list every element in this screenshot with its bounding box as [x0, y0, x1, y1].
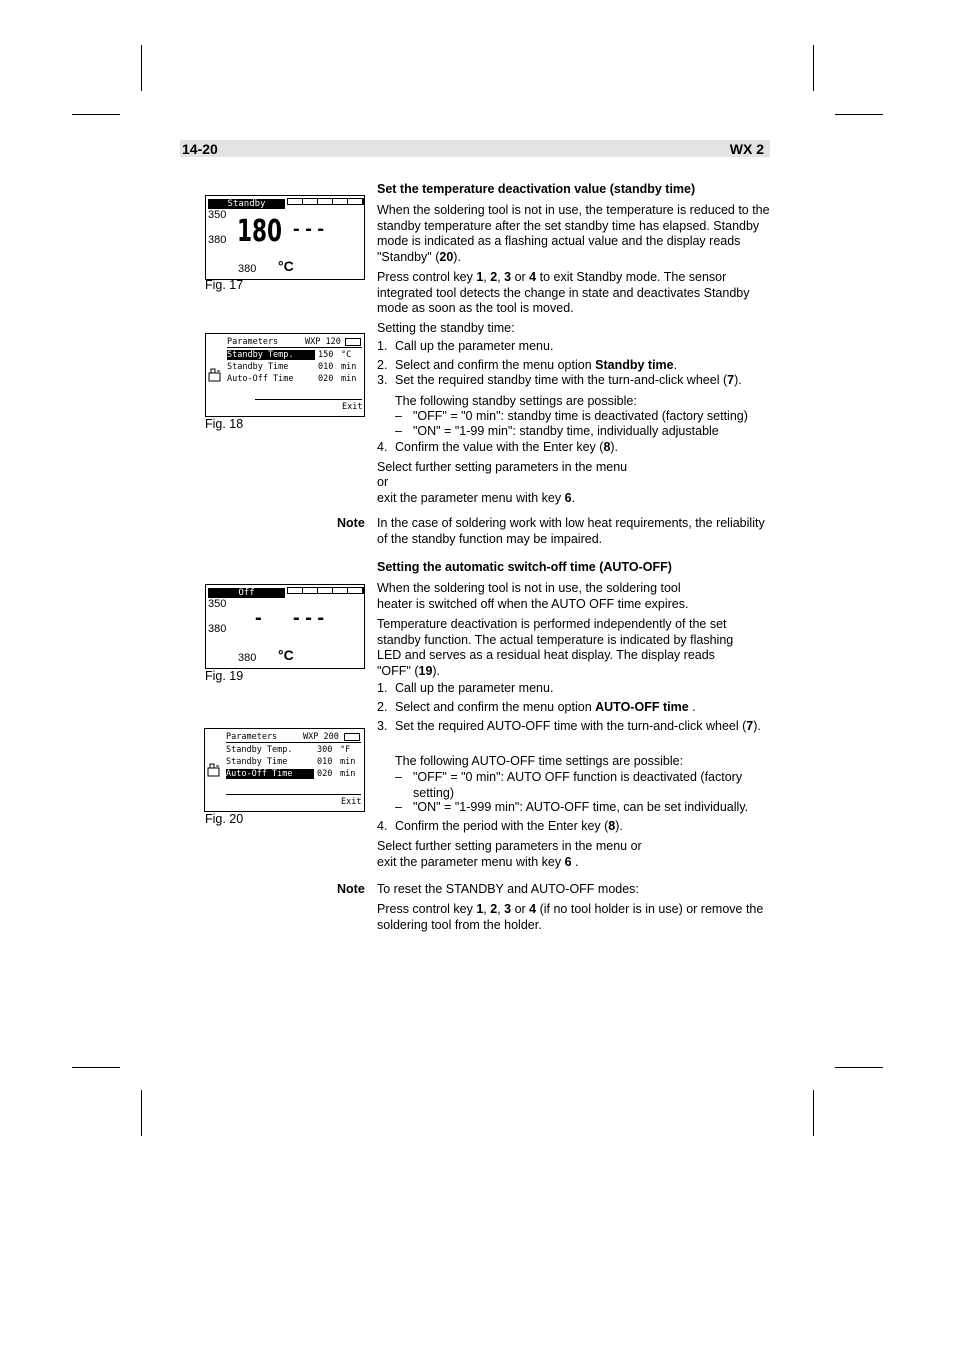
paragraph: Select further setting parameters in the menu or — [377, 839, 642, 853]
lcd-off-display — [205, 584, 365, 669]
menu-row-value: 020 — [317, 769, 333, 779]
menu-row-value: 010 — [318, 362, 334, 372]
paragraph: Select further setting parameters in the menu — [377, 460, 628, 474]
page-number: 14-20 — [182, 141, 218, 157]
exit-button[interactable]: Exit — [342, 402, 363, 412]
menu-title: Parameters — [227, 337, 279, 347]
crop-mark — [141, 1090, 142, 1136]
menu-row-label[interactable]: Standby Temp. — [226, 745, 293, 755]
unit-label: °C — [278, 258, 294, 274]
figure-caption: Fig. 20 — [205, 812, 244, 826]
set-temp-top: 350 — [208, 598, 227, 610]
figure-caption: Fig. 17 — [205, 278, 244, 292]
menu-row-value: 150 — [318, 350, 334, 360]
set-temp-bottom: 380 — [208, 623, 227, 635]
menu-row-value: 300 — [317, 745, 333, 755]
paragraph: When the soldering tool is not in use, the soldering tool heater is switched off when the AUTO OFF time expires. — [377, 581, 689, 611]
crop-mark — [813, 1090, 814, 1136]
model-name: WX 2 — [729, 141, 764, 157]
dashes: - - - — [293, 218, 325, 240]
soldering-tool-icon — [207, 763, 221, 777]
crop-mark — [835, 1067, 883, 1068]
exit-button[interactable]: Exit — [341, 797, 362, 807]
menu-row-label[interactable]: Standby Time — [226, 757, 288, 767]
crop-mark — [72, 114, 120, 115]
actual-temp: 180 — [237, 214, 283, 249]
lcd-parameters-menu — [205, 333, 365, 417]
device-name: WXP 200 — [303, 732, 339, 742]
note-text: In the case of soldering work with low heat requirements, the reliability of the standby function may be impaired. — [377, 516, 765, 546]
battery-icon — [345, 338, 361, 346]
page-header — [180, 140, 770, 157]
menu-row-label[interactable]: Auto-Off Time — [227, 374, 294, 384]
figure-caption: Fig. 18 — [205, 417, 244, 431]
menu-row-value: 010 — [317, 757, 333, 767]
paragraph: Press control key 1, 2, 3 or 4 to exit Standby mode. The sensor integrated tool detects the change in state and deactivates Standby mode as soon as the tool is moved. — [377, 270, 750, 315]
menu-row-label[interactable]: Standby Time — [227, 362, 289, 372]
dashes: - - - — [293, 607, 325, 629]
battery-icon — [344, 733, 360, 741]
crop-mark — [72, 1067, 120, 1068]
paragraph: Press control key 1, 2, 3 or 4 (if no tool holder is in use) or remove the soldering tool from the holder. — [377, 902, 764, 932]
note-text: To reset the STANDBY and AUTO-OFF modes: — [377, 882, 639, 896]
menu-row-unit: min — [341, 362, 357, 372]
paragraph: The following standby settings are possible: — [395, 394, 637, 408]
note-label: Note — [337, 516, 365, 530]
paragraph: exit the parameter menu with key 6. — [377, 491, 576, 505]
paragraph: Setting the standby time: — [377, 321, 515, 335]
menu-row-unit: min — [340, 769, 356, 779]
paragraph: Temperature deactivation is performed independently of the set standby function. The actual temperature is indicated by flashing LED and serves as a residual heat display. The display reads "OFF" (19). — [377, 617, 734, 678]
menu-row-unit: °C — [341, 350, 352, 360]
menu-row-unit: min — [341, 374, 357, 384]
note-label: Note — [337, 882, 365, 896]
paragraph: or — [377, 475, 389, 489]
menu-row-unit: min — [340, 757, 356, 767]
mode-label: Off — [208, 588, 285, 598]
paragraph: The following AUTO-OFF time settings are possible: — [395, 754, 684, 768]
crop-mark — [835, 114, 883, 115]
soldering-tool-icon — [208, 368, 222, 382]
set-temp-bottom: 380 — [208, 234, 227, 246]
lcd-parameters-menu — [204, 728, 365, 812]
small-value: 380 — [238, 263, 257, 275]
lcd-standby-display — [205, 195, 365, 280]
actual-temp: - — [255, 607, 262, 629]
section-heading: Set the temperature deactivation value (standby time) — [377, 182, 696, 196]
mode-label: Standby — [208, 199, 285, 209]
menu-title: Parameters — [226, 732, 278, 742]
unit-label: °C — [278, 647, 294, 663]
menu-row-unit: °F — [340, 745, 351, 755]
section-heading: Setting the automatic switch-off time (AUTO-OFF) — [377, 560, 672, 574]
set-temp-top: 350 — [208, 209, 227, 221]
figure-caption: Fig. 19 — [205, 669, 244, 683]
paragraph: When the soldering tool is not in use, the temperature is reduced to the standby temperature after the set standby time has elapsed. Standby mode is indicated as a flashing actual value and the display reads "Standby" (20). — [377, 203, 770, 264]
crop-mark — [141, 45, 142, 91]
menu-row-label[interactable]: Auto-Off Time — [226, 769, 314, 779]
device-name: WXP 120 — [305, 337, 341, 347]
crop-mark — [813, 45, 814, 91]
menu-row-value: 020 — [318, 374, 334, 384]
small-value: 380 — [238, 652, 257, 664]
menu-row-label[interactable]: Standby Temp. — [227, 350, 315, 360]
paragraph: exit the parameter menu with key 6 . — [377, 855, 579, 869]
